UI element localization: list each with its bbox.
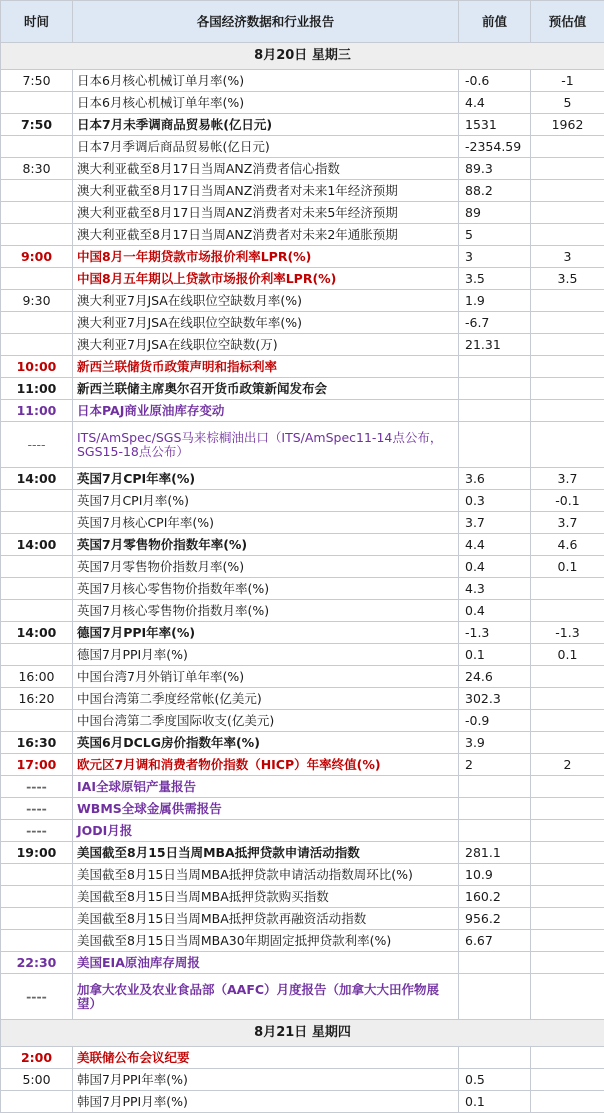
time-cell: [1, 202, 73, 224]
time-cell: 16:00: [1, 666, 73, 688]
time-cell: [1, 578, 73, 600]
table-row: [1, 908, 604, 930]
table-row: [1, 622, 604, 644]
forecast-value-cell: [531, 974, 604, 1020]
time-cell: [1, 930, 73, 952]
forecast-value-cell: [531, 798, 604, 820]
table-row: [1, 600, 604, 622]
item-cell: 中国8月五年期以上贷款市场报价利率LPR(%): [73, 268, 459, 290]
table-row: [1, 578, 604, 600]
prev-value-cell: 5: [459, 224, 531, 246]
forecast-value-cell: [531, 600, 604, 622]
table-row: [1, 842, 604, 864]
table-row: [1, 92, 604, 114]
prev-value-cell: 281.1: [459, 842, 531, 864]
table-row: [1, 1047, 604, 1069]
prev-value-cell: 88.2: [459, 180, 531, 202]
forecast-value-cell: 5: [531, 92, 604, 114]
time-cell: 2:00: [1, 1047, 73, 1069]
header-item: 各国经济数据和行业报告: [73, 1, 459, 43]
item-cell: 中国台湾第二季度国际收支(亿美元): [73, 710, 459, 732]
prev-value-cell: [459, 798, 531, 820]
prev-value-cell: 956.2: [459, 908, 531, 930]
table-row: [1, 732, 604, 754]
time-cell: 19:00: [1, 842, 73, 864]
item-cell: 中国8月一年期贷款市场报价利率LPR(%): [73, 246, 459, 268]
item-cell: 美联储公布会议纪要: [73, 1047, 459, 1069]
prev-value-cell: [459, 952, 531, 974]
table-row: [1, 202, 604, 224]
table-row: [1, 1091, 604, 1113]
table-row: [1, 136, 604, 158]
table-row: [1, 268, 604, 290]
forecast-value-cell: [531, 688, 604, 710]
prev-value-cell: 24.6: [459, 666, 531, 688]
item-cell: 美国EIA原油库存周报: [73, 952, 459, 974]
prev-value-cell: 4.4: [459, 534, 531, 556]
prev-value-cell: 0.1: [459, 644, 531, 666]
forecast-value-cell: 3.5: [531, 268, 604, 290]
prev-value-cell: 302.3: [459, 688, 531, 710]
item-cell: ITS/AmSpec/SGS马来棕榈油出口（ITS/AmSpec11-14点公布，SGS15-18点公布）: [73, 422, 459, 468]
forecast-value-cell: 0.1: [531, 644, 604, 666]
table-row: [1, 974, 604, 1020]
prev-value-cell: 21.31: [459, 334, 531, 356]
forecast-value-cell: [531, 1047, 604, 1069]
time-cell: [1, 644, 73, 666]
item-cell: 英国7月核心零售物价指数月率(%): [73, 600, 459, 622]
table-row: [1, 468, 604, 490]
forecast-value-cell: [531, 1091, 604, 1113]
date-label: 8月20日 星期三: [1, 43, 604, 70]
prev-value-cell: 4.4: [459, 92, 531, 114]
prev-value-cell: 1.9: [459, 290, 531, 312]
item-cell: 英国7月CPI年率(%): [73, 468, 459, 490]
table-row: [1, 776, 604, 798]
time-cell: [1, 490, 73, 512]
item-cell: 德国7月PPI年率(%): [73, 622, 459, 644]
forecast-value-cell: 4.6: [531, 534, 604, 556]
item-cell: 澳大利亚7月JSA在线职位空缺数年率(%): [73, 312, 459, 334]
item-cell: 澳大利亚7月JSA在线职位空缺数月率(%): [73, 290, 459, 312]
time-cell: [1, 600, 73, 622]
item-cell: 德国7月PPI月率(%): [73, 644, 459, 666]
item-cell: 中国台湾7月外销订单年率(%): [73, 666, 459, 688]
time-cell: 11:00: [1, 400, 73, 422]
item-cell: 美国截至8月15日当周MBA30年期固定抵押贷款利率(%): [73, 930, 459, 952]
table-row: [1, 158, 604, 180]
item-cell: 澳大利亚截至8月17日当周ANZ消费者对未来5年经济预期: [73, 202, 459, 224]
prev-value-cell: 3.5: [459, 268, 531, 290]
forecast-value-cell: [531, 820, 604, 842]
date-row: [1, 1020, 604, 1047]
table-row: [1, 224, 604, 246]
item-cell: 澳大利亚截至8月17日当周ANZ消费者对未来1年经济预期: [73, 180, 459, 202]
table-row: [1, 930, 604, 952]
table-row: [1, 534, 604, 556]
prev-value-cell: [459, 422, 531, 468]
item-cell: 日本PAJ商业原油库存变动: [73, 400, 459, 422]
forecast-value-cell: [531, 864, 604, 886]
prev-value-cell: [459, 776, 531, 798]
forecast-value-cell: [531, 400, 604, 422]
item-cell: 澳大利亚截至8月17日当周ANZ消费者对未来2年通胀预期: [73, 224, 459, 246]
time-cell: [1, 180, 73, 202]
forecast-value-cell: 3: [531, 246, 604, 268]
table-row: [1, 312, 604, 334]
time-cell: 9:30: [1, 290, 73, 312]
prev-value-cell: 89: [459, 202, 531, 224]
forecast-value-cell: [531, 776, 604, 798]
time-cell: [1, 908, 73, 930]
item-cell: 澳大利亚截至8月17日当周ANZ消费者信心指数: [73, 158, 459, 180]
item-cell: 英国7月核心CPI年率(%): [73, 512, 459, 534]
time-cell: [1, 556, 73, 578]
item-cell: 日本6月核心机械订单年率(%): [73, 92, 459, 114]
item-cell: 美国截至8月15日当周MBA抵押贷款再融资活动指数: [73, 908, 459, 930]
table-row: [1, 688, 604, 710]
table-row: [1, 886, 604, 908]
prev-value-cell: 4.3: [459, 578, 531, 600]
table-row: [1, 952, 604, 974]
time-cell: 9:00: [1, 246, 73, 268]
prev-value-cell: 160.2: [459, 886, 531, 908]
forecast-value-cell: 3.7: [531, 468, 604, 490]
prev-value-cell: 0.5: [459, 1069, 531, 1091]
time-cell: [1, 512, 73, 534]
forecast-value-cell: [531, 578, 604, 600]
item-cell: 日本7月未季调商品贸易帐(亿日元): [73, 114, 459, 136]
prev-value-cell: 3.9: [459, 732, 531, 754]
time-cell: [1, 886, 73, 908]
prev-value-cell: 0.1: [459, 1091, 531, 1113]
forecast-value-cell: [531, 136, 604, 158]
table-row: [1, 334, 604, 356]
forecast-value-cell: [531, 1069, 604, 1091]
forecast-value-cell: [531, 224, 604, 246]
prev-value-cell: -0.6: [459, 70, 531, 92]
date-label: 8月21日 星期四: [1, 1020, 604, 1047]
prev-value-cell: [459, 974, 531, 1020]
table-row: [1, 1069, 604, 1091]
forecast-value-cell: 3.7: [531, 512, 604, 534]
prev-value-cell: [459, 356, 531, 378]
item-cell: 欧元区7月调和消费者物价指数（HICP）年率终值(%): [73, 754, 459, 776]
time-cell: 17:00: [1, 754, 73, 776]
date-row: [1, 43, 604, 70]
item-cell: 英国7月核心零售物价指数年率(%): [73, 578, 459, 600]
prev-value-cell: -0.9: [459, 710, 531, 732]
time-cell: 14:00: [1, 622, 73, 644]
item-cell: 加拿大农业及农业食品部（AAFC）月度报告（加拿大大田作物展望）: [73, 974, 459, 1020]
table-row: [1, 70, 604, 92]
time-cell: 5:00: [1, 1069, 73, 1091]
table-row: [1, 666, 604, 688]
item-cell: 英国7月CPI月率(%): [73, 490, 459, 512]
table-row: [1, 180, 604, 202]
item-cell: 美国截至8月15日当周MBA抵押贷款申请活动指数: [73, 842, 459, 864]
table-row: [1, 556, 604, 578]
prev-value-cell: [459, 400, 531, 422]
prev-value-cell: 89.3: [459, 158, 531, 180]
header-time: 时间: [1, 1, 73, 43]
item-cell: WBMS全球金属供需报告: [73, 798, 459, 820]
item-cell: IAI全球原铝产量报告: [73, 776, 459, 798]
time-cell: ----: [1, 798, 73, 820]
forecast-value-cell: [531, 908, 604, 930]
forecast-value-cell: -1: [531, 70, 604, 92]
forecast-value-cell: [531, 422, 604, 468]
item-cell: JODI月报: [73, 820, 459, 842]
prev-value-cell: 0.4: [459, 556, 531, 578]
table-row: [1, 644, 604, 666]
table-row: [1, 710, 604, 732]
forecast-value-cell: [531, 930, 604, 952]
forecast-value-cell: 1962: [531, 114, 604, 136]
forecast-value-cell: [531, 666, 604, 688]
time-cell: [1, 136, 73, 158]
table-row: [1, 246, 604, 268]
forecast-value-cell: [531, 202, 604, 224]
time-cell: ----: [1, 776, 73, 798]
forecast-value-cell: [531, 732, 604, 754]
prev-value-cell: 0.4: [459, 600, 531, 622]
time-cell: [1, 312, 73, 334]
forecast-value-cell: [531, 180, 604, 202]
item-cell: 韩国7月PPI年率(%): [73, 1069, 459, 1091]
prev-value-cell: -2354.59: [459, 136, 531, 158]
time-cell: ----: [1, 820, 73, 842]
table-row: [1, 378, 604, 400]
header-forecast: 预估值: [531, 1, 604, 43]
header-prev: 前值: [459, 1, 531, 43]
table-row: [1, 754, 604, 776]
time-cell: 8:30: [1, 158, 73, 180]
prev-value-cell: 6.67: [459, 930, 531, 952]
time-cell: [1, 224, 73, 246]
forecast-value-cell: -0.1: [531, 490, 604, 512]
table-row: [1, 864, 604, 886]
prev-value-cell: 3.6: [459, 468, 531, 490]
time-cell: 11:00: [1, 378, 73, 400]
table-body: [1, 43, 604, 1113]
time-cell: ----: [1, 974, 73, 1020]
item-cell: 新西兰联储主席奥尔召开货币政策新闻发布会: [73, 378, 459, 400]
table-row: [1, 356, 604, 378]
prev-value-cell: -1.3: [459, 622, 531, 644]
item-cell: 韩国7月PPI月率(%): [73, 1091, 459, 1113]
forecast-value-cell: -1.3: [531, 622, 604, 644]
table-row: [1, 422, 604, 468]
forecast-value-cell: [531, 710, 604, 732]
prev-value-cell: 2: [459, 754, 531, 776]
prev-value-cell: 0.3: [459, 490, 531, 512]
item-cell: 澳大利亚7月JSA在线职位空缺数(万): [73, 334, 459, 356]
item-cell: 英国7月零售物价指数年率(%): [73, 534, 459, 556]
forecast-value-cell: [531, 334, 604, 356]
prev-value-cell: [459, 820, 531, 842]
time-cell: 14:00: [1, 534, 73, 556]
time-cell: ----: [1, 422, 73, 468]
item-cell: 美国截至8月15日当周MBA抵押贷款申请活动指数周环比(%): [73, 864, 459, 886]
table-row: [1, 400, 604, 422]
table-header-row: [1, 1, 604, 43]
time-cell: 10:00: [1, 356, 73, 378]
time-cell: 7:50: [1, 70, 73, 92]
table-row: [1, 820, 604, 842]
prev-value-cell: 1531: [459, 114, 531, 136]
time-cell: [1, 334, 73, 356]
time-cell: 16:20: [1, 688, 73, 710]
prev-value-cell: [459, 1047, 531, 1069]
table-row: [1, 290, 604, 312]
time-cell: [1, 864, 73, 886]
time-cell: [1, 92, 73, 114]
table-row: [1, 798, 604, 820]
prev-value-cell: 3.7: [459, 512, 531, 534]
forecast-value-cell: [531, 158, 604, 180]
time-cell: [1, 1091, 73, 1113]
table-row: [1, 114, 604, 136]
forecast-value-cell: 2: [531, 754, 604, 776]
time-cell: [1, 268, 73, 290]
table-row: [1, 490, 604, 512]
prev-value-cell: 3: [459, 246, 531, 268]
forecast-value-cell: [531, 290, 604, 312]
forecast-value-cell: [531, 952, 604, 974]
time-cell: 22:30: [1, 952, 73, 974]
forecast-value-cell: [531, 378, 604, 400]
item-cell: 英国6月DCLG房价指数年率(%): [73, 732, 459, 754]
item-cell: 美国截至8月15日当周MBA抵押贷款购买指数: [73, 886, 459, 908]
time-cell: [1, 710, 73, 732]
time-cell: 16:30: [1, 732, 73, 754]
forecast-value-cell: [531, 842, 604, 864]
prev-value-cell: -6.7: [459, 312, 531, 334]
time-cell: 7:50: [1, 114, 73, 136]
item-cell: 中国台湾第二季度经常帐(亿美元): [73, 688, 459, 710]
prev-value-cell: 10.9: [459, 864, 531, 886]
forecast-value-cell: [531, 312, 604, 334]
item-cell: 新西兰联储货币政策声明和指标利率: [73, 356, 459, 378]
time-cell: 14:00: [1, 468, 73, 490]
forecast-value-cell: [531, 886, 604, 908]
item-cell: 日本7月季调后商品贸易帐(亿日元): [73, 136, 459, 158]
prev-value-cell: [459, 378, 531, 400]
forecast-value-cell: [531, 356, 604, 378]
item-cell: 日本6月核心机械订单月率(%): [73, 70, 459, 92]
forecast-value-cell: 0.1: [531, 556, 604, 578]
item-cell: 英国7月零售物价指数月率(%): [73, 556, 459, 578]
table-row: [1, 512, 604, 534]
